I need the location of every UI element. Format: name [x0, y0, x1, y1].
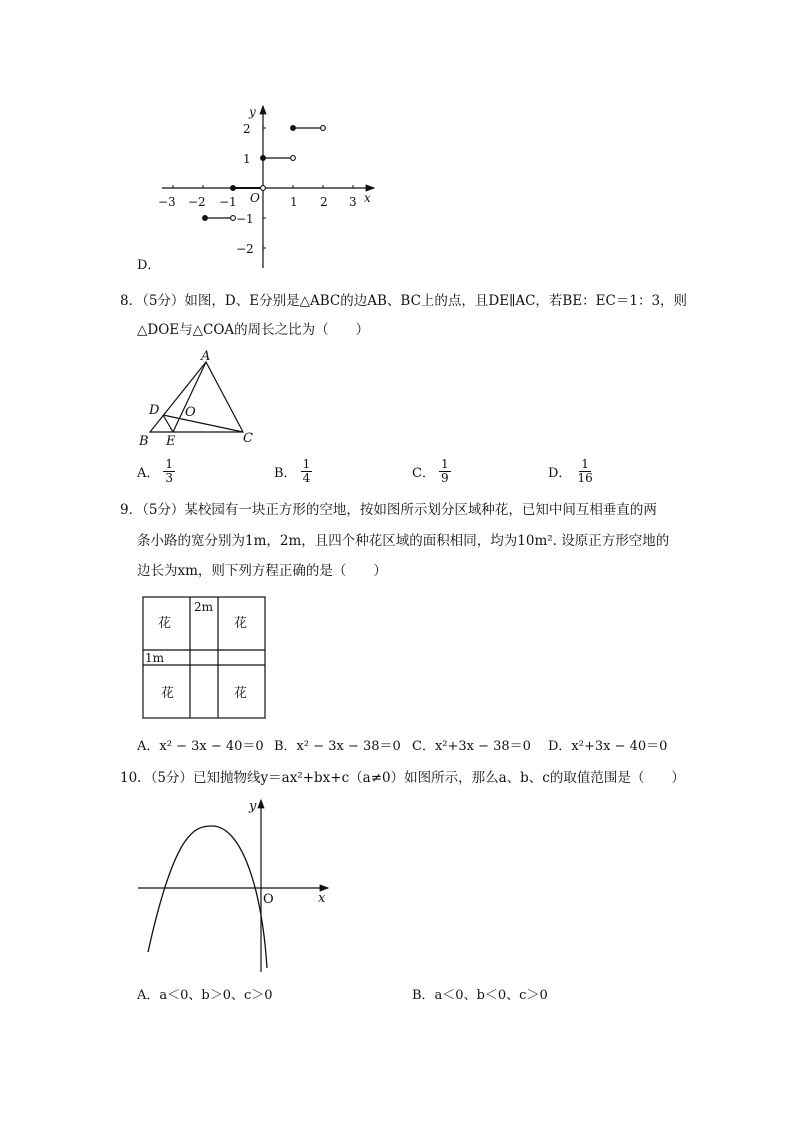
q8-option-d[interactable]: D． $\frac{1}{16}$	[548, 456, 593, 485]
open-dot	[231, 216, 236, 221]
x-tick-label: −2	[188, 195, 206, 209]
option-label: B．	[274, 465, 297, 481]
flower-label: 花	[161, 686, 175, 701]
q9-stem-line3: 边长为xm，则下列方程正确的是（ ）	[137, 563, 387, 579]
q9-option-d[interactable]: D．x²+3x − 40＝0	[548, 739, 668, 754]
q8-stem-line1: 8．（5分）如图，D、E分别是△ABC的边AB、BC上的点，且DE∥AC，若BE：EC＝1：3，则	[120, 293, 688, 309]
option-label: D．	[548, 465, 572, 481]
y-axis-label: y	[249, 799, 257, 814]
parabola-graph	[135, 795, 335, 980]
open-dot	[321, 126, 326, 131]
closed-dot	[291, 126, 296, 131]
open-dot	[261, 186, 266, 191]
origin-label: O	[250, 191, 260, 205]
q9-stem-line1: 9．（5分）某校园有一块正方形的空地，按如图所示划分区域种花，已知中间互相垂直的两	[120, 502, 657, 518]
q7-option-d-label: D．	[137, 258, 161, 273]
q9-option-b[interactable]: B．x² − 3x − 38＝0	[274, 739, 401, 754]
label-e: E	[166, 434, 176, 449]
step-function-graph	[150, 100, 390, 272]
q10-option-b[interactable]: B．a＜0、b＜0、c＞0	[412, 988, 548, 1003]
q10-option-a[interactable]: A．a＜0、b＞0、c＞0	[137, 988, 273, 1003]
q10-stem-line1: 10．（5分）已知抛物线y＝ax²+bx+c（a≠0）如图所示，那么a、b、c的取值范围是（ ）	[120, 770, 685, 786]
x-axis-label: x	[318, 891, 326, 906]
label-c: C	[243, 431, 253, 446]
x-axis-label: x	[364, 191, 371, 205]
path-width-1m: 1m	[145, 651, 165, 665]
x-tick-label: −3	[158, 195, 176, 209]
open-dot	[291, 156, 296, 161]
label-o: O	[185, 405, 196, 420]
closed-dot	[261, 156, 266, 161]
option-label: A．	[137, 465, 160, 481]
x-tick-label: 2	[320, 195, 328, 209]
x-tick-label: 1	[290, 195, 298, 209]
closed-dot	[203, 216, 208, 221]
q9-option-a[interactable]: A．x² − 3x − 40＝0	[137, 739, 264, 754]
flower-label: 花	[234, 616, 248, 631]
origin-label: O	[263, 892, 274, 907]
q9-option-c[interactable]: C．x²+3x − 38＝0	[412, 739, 531, 754]
x-tick-label: 3	[349, 195, 357, 209]
path-width-2m: 2m	[194, 600, 214, 614]
y-tick-label: 1	[243, 152, 251, 166]
y-tick-label: −1	[236, 212, 254, 226]
y-tick-label: 2	[243, 122, 251, 136]
x-tick-label: −1	[219, 195, 237, 209]
triangle-figure	[135, 345, 260, 450]
flower-label: 花	[158, 616, 172, 631]
q8-stem-line2: △DOE与△COA的周长之比为（ ）	[137, 322, 370, 338]
label-d: D	[149, 403, 160, 418]
parabola-curve	[148, 826, 267, 968]
label-a: A	[201, 349, 211, 364]
q8-option-c[interactable]: C． $\frac{1}{9}$	[412, 456, 449, 485]
label-b: B	[139, 434, 149, 449]
y-tick-label: −2	[236, 242, 254, 256]
q9-stem-line2: 条小路的宽分别为1m，2m，且四个种花区域的面积相同，均为10m². 设原正方形空地的	[137, 533, 670, 549]
q8-option-a[interactable]: A． $\frac{1}{3}$	[137, 456, 174, 485]
flower-label: 花	[234, 686, 248, 701]
closed-dot	[231, 186, 236, 191]
garden-figure	[140, 594, 270, 722]
option-label: C．	[412, 465, 435, 481]
y-axis-label: y	[249, 105, 256, 119]
q8-option-b[interactable]: B． $\frac{1}{4}$	[274, 456, 311, 485]
